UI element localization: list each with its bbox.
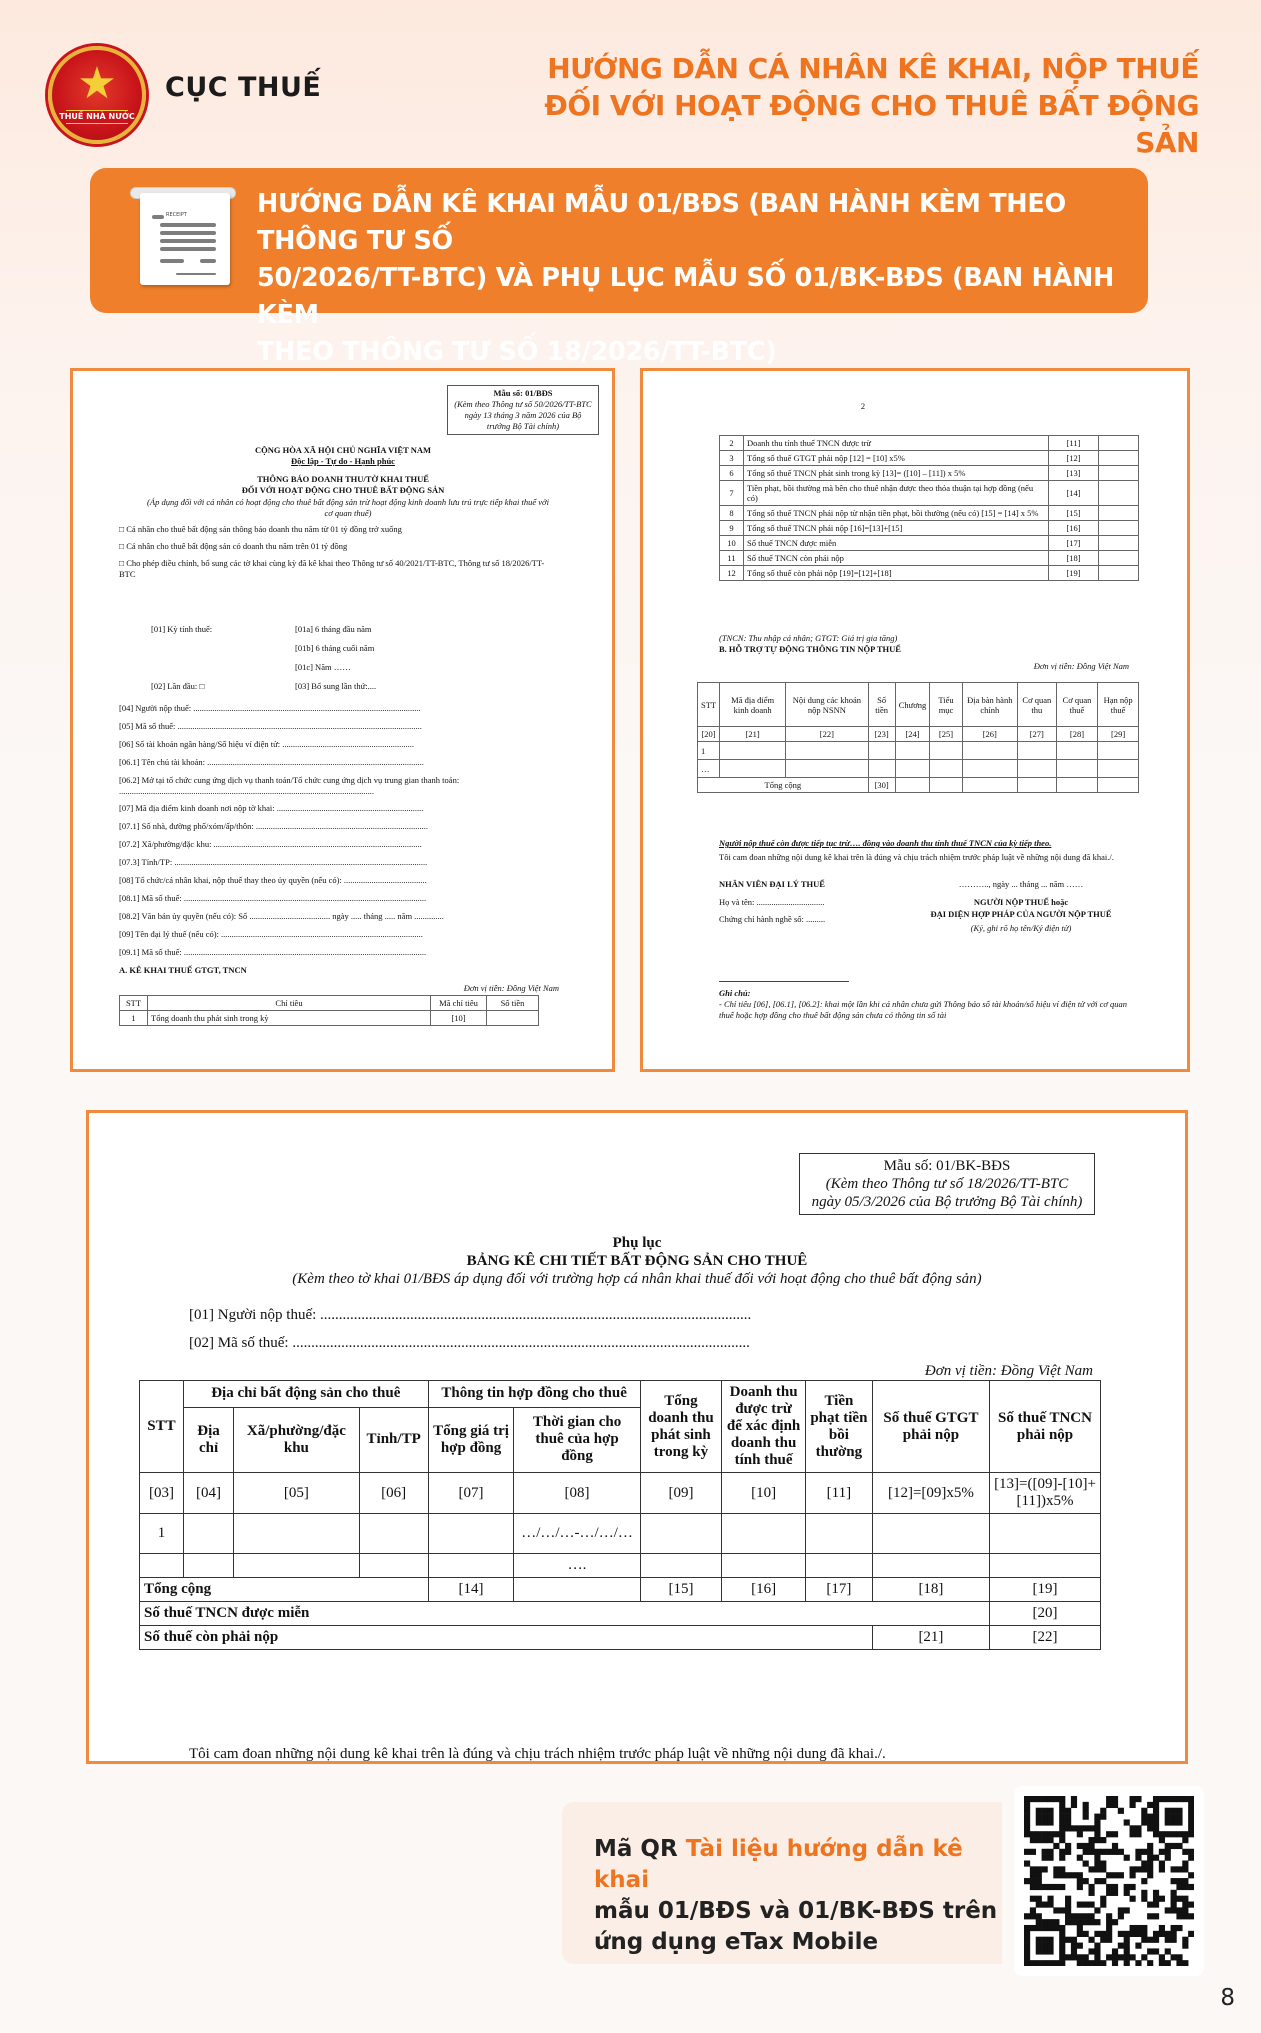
- col-vat: Số thuế GTGT phải nộp: [872, 1381, 989, 1473]
- carry-forward-note: Người nộp thuế còn được tiếp tục trừ…. đồng vào doanh thu tính thuế TNCN của kỳ tiếp theo.: [719, 838, 1052, 848]
- option-1: □ Cá nhân cho thuê bất động sản thông báo doanh thu năm từ 01 tỷ đồng trở xuống: [119, 524, 402, 534]
- code-row: [20] [21] [22] [23] [24] [25] [26] [27] [28] [29]: [698, 727, 1139, 742]
- table-row: 10 Số thuế TNCN được miễn [17]: [720, 536, 1139, 551]
- table-row: 1: [698, 742, 1139, 760]
- table-row: 3 Tổng số thuế GTGT phải nộp [12] = [10] x5% [12]: [720, 451, 1139, 466]
- receipt-icon: [130, 183, 238, 293]
- remaining-row: Số thuế còn phải nộp [21] [22]: [140, 1626, 1101, 1650]
- table-row: 8 Tổng số thuế TNCN phải nộp từ nhận tiền phạt, bồi thường (nếu có) [15] = [14] x 5% [15]: [720, 506, 1139, 521]
- field-08-2: [08.2] Văn bản ủy quyền (nếu có): Số ...................................... ngày ..... tháng ..... năm ..............: [119, 911, 444, 921]
- field-08: [08] Tổ chức/cá nhân khai, nộp thuế thay theo ủy quyền (nếu có): .......................................: [119, 875, 427, 885]
- doc-title-1: THÔNG BÁO DOANH THU/TỜ KHAI THUẾ: [257, 474, 429, 484]
- field-07: [07] Mã địa điểm kinh doanh nơi nộp tờ khai: .....................................................................: [119, 803, 424, 813]
- qr-highlight: Tài liệu hướng dẫn kê khai: [594, 1836, 963, 1893]
- taxpayer-title-2: ĐẠI DIỆN HỢP PHÁP CỦA NGƯỜI NỘP THUẾ: [930, 909, 1112, 919]
- total-row: Tổng cộng [30]: [698, 778, 1139, 793]
- appendix-title: BẢNG KÊ CHI TIẾT BẤT ĐỘNG SẢN CHO THUÊ: [466, 1253, 808, 1269]
- table-row: 2 Doanh thu tính thuế TNCN được trừ [11]: [720, 436, 1139, 451]
- period-c: [01c] Năm ……: [295, 662, 351, 672]
- form-01-bds-page2: [640, 368, 1190, 1072]
- appendix-currency: Đơn vị tiền: Đồng Việt Nam: [924, 1363, 1093, 1379]
- table-row: 12 Tổng số thuế còn phải nộp [19]=[12]+[18] [19]: [720, 566, 1139, 581]
- declaration-text: Tôi cam đoan những nội dung kê khai trên là đúng và chịu trách nhiệm trước pháp luật về những nội dung đã khai./.: [719, 852, 1114, 862]
- field-08-1: [08.1] Mã số thuế: ..................................................................................................................: [119, 893, 427, 903]
- option-2: □ Cá nhân cho thuê bất động sản có doanh thu năm trên 01 tỷ đồng: [119, 541, 348, 551]
- col-addr-street: Địa chỉ: [183, 1407, 233, 1472]
- field-06-1: [06.1] Tên chủ tài khoản: ......................................................................................................: [119, 757, 424, 767]
- col-contract: Thông tin hợp đồng cho thuê: [428, 1381, 640, 1408]
- payment-info-table: [697, 682, 1139, 793]
- exempt-row: Số thuế TNCN được miễn [20]: [140, 1602, 1101, 1626]
- period-b: [01b] 6 tháng cuối năm: [295, 643, 375, 653]
- code-row: [03] [04] [05] [06] [07] [08] [09] [10] [11] [12]=[09]x5% [13]=([09]-[10]+[11])x5%: [140, 1473, 1101, 1514]
- apply-note: (Áp dụng đối với cá nhân có hoạt động cho thuê bất động sản trừ hoạt động kinh doanh lưu trú trực tiếp khai thuế với cơ quan thuế): [147, 497, 549, 518]
- col-addr-province: Tỉnh/TP: [359, 1407, 428, 1472]
- field-07-1: [07.1] Số nhà, đường phố/xóm/ấp/thôn: .................................................................................: [119, 821, 428, 831]
- motto: Độc lập - Tự do - Hạnh phúc: [291, 456, 395, 466]
- banner-text: HƯỚNG DẪN KÊ KHAI MẪU 01/BĐS (BAN HÀNH KÈM THEO THÔNG TƯ SỐ 50/2026/TT-BTC) VÀ PHỤ LỤC MẪU SỐ 01/BK-BĐS (BAN HÀNH KÈM THEO THÔNG TƯ SỐ 18/2026/TT-BTC): [257, 189, 1115, 367]
- qr-code[interactable]: [1014, 1786, 1204, 1976]
- note-divider: [719, 981, 849, 982]
- page-number: 8: [1220, 1985, 1235, 2011]
- star-icon: ★: [77, 59, 117, 108]
- currency-note: Đơn vị tiền: Đồng Việt Nam: [463, 983, 559, 993]
- taxpayer-title-1: NGƯỜI NỘP THUẾ hoặc: [973, 897, 1069, 907]
- agency-name: CỤC THUẾ: [165, 72, 322, 103]
- field-05: [05] Mã số thuế: ...................................................................................................................: [119, 721, 422, 731]
- qr-code-icon: [1024, 1796, 1194, 1966]
- doc-title-2: ĐỐI VỚI HOẠT ĐỘNG CHO THUÊ BẤT ĐỘNG SẢN: [241, 485, 445, 495]
- appendix-01-bk-bds: [86, 1110, 1188, 1764]
- tax-emblem-logo: [48, 46, 146, 144]
- main-title: HƯỚNG DẪN CÁ NHÂN KÊ KHAI, NỘP THUẾ ĐỐI VỚI HOẠT ĐỘNG CHO THUÊ BẤT ĐỘNG SẢN: [544, 52, 1199, 159]
- note-title: Ghi chú:: [719, 988, 751, 998]
- appendix-code-box: Mẫu số: 01/BK-BĐS (Kèm theo Thông tư số 18/2026/TT-BTC ngày 05/3/2026 của Bộ trưởng Bộ Tài chính): [799, 1153, 1095, 1215]
- option-3: □ Cho phép điều chỉnh, bổ sung các tờ khai cùng kỳ đã kê khai theo Thông tư số 40/2021/TT-BTC, Thông tư số 18/2026/TT-BTC: [119, 558, 545, 579]
- appendix-field-02: [02] Mã số thuế: ..........................................................................................................................: [189, 1335, 750, 1351]
- col-total-revenue: Tổng doanh thu phát sinh trong kỳ: [640, 1381, 722, 1473]
- col-address: Địa chỉ bất động sản cho thuê: [183, 1381, 428, 1408]
- date-line: ……….., ngày ... tháng ... năm ……: [958, 879, 1084, 889]
- appendix-label: Phụ lục: [612, 1235, 662, 1251]
- field-09-1: [09.1] Mã số thuế: ..................................................................................................................: [119, 947, 427, 957]
- field-09: [09] Tên đại lý thuế (nếu có): ...............................................................................................: [119, 929, 423, 939]
- table-row: 7 Tiền phạt, bồi thường mà bên cho thuê nhận được theo thỏa thuận tại hợp đồng (nếu có) [14]: [720, 481, 1139, 506]
- field-06: [06] Số tài khoản ngân hàng/Số hiệu ví điện tử: ..............................................................: [119, 739, 415, 749]
- table-row: …: [698, 760, 1139, 778]
- appendix-declaration: Tôi cam đoan những nội dung kê khai trên là đúng và chịu trách nhiệm trước pháp luật về những nội dung đã khai./.: [189, 1746, 886, 1762]
- nation-title: CỘNG HÒA XÃ HỘI CHỦ NGHĨA VIỆT NAM: [254, 445, 432, 455]
- table-row: 9 Tổng số thuế TNCN phải nộp [16]=[13]+[15] [16]: [720, 521, 1139, 536]
- section-a-table: [119, 995, 539, 1026]
- sign-note: (Ký, ghi rõ họ tên/Ký điện tử): [970, 923, 1072, 933]
- col-contract-time: Thời gian cho thuê của hợp đồng: [514, 1407, 640, 1472]
- table-row: 1 …/…/…-…/…/…: [140, 1514, 1101, 1554]
- field-04: [04] Người nộp thuế: ...........................................................................................................: [119, 703, 421, 713]
- total-row: Tổng cộng [14] [15] [16] [17] [18] [19]: [140, 1578, 1101, 1602]
- appendix-subtitle: (Kèm theo tờ khai 01/BĐS áp dụng đối với trường hợp cá nhân khai thuế đối với hoạt động cho thuê bất động sản): [292, 1271, 982, 1287]
- col-stt: STT: [140, 1381, 184, 1473]
- first-time: [02] Lần đầu: □: [151, 681, 205, 691]
- table-row: ….: [140, 1554, 1101, 1578]
- appendix-field-01: [01] Người nộp thuế: ...................................................................................................................: [189, 1307, 752, 1323]
- tax-calc-table: [719, 435, 1139, 581]
- note-text: - Chỉ tiêu [06], [06.1], [06.2]: khai một lần khi cá nhân chưa gửi Thông báo số tài khoản/số hiệu ví điện tử với cơ quan thuế hoặc hợp đồng cho thuê bất động sản chưa có thông tin số tài: [719, 999, 1128, 1020]
- abbr-note: (TNCN: Thu nhập cá nhân; GTGT: Giá trị gia tăng): [719, 633, 898, 643]
- col-pit: Số thuế TNCN phải nộp: [990, 1381, 1101, 1473]
- period-label: [01] Kỳ tính thuế:: [151, 624, 213, 634]
- agent-name: Họ và tên: ................................: [719, 897, 825, 907]
- field-06-2: [06.2] Mở tại tổ chức cung ứng dịch vụ thanh toán/Tổ chức cung ứng dịch vụ trung gian thanh toán: ........................................................................................................................: [119, 775, 460, 796]
- period-a: [01a] 6 tháng đầu năm: [295, 624, 372, 634]
- form-01-bds-page1: [70, 368, 615, 1072]
- agent-cert: Chứng chỉ hành nghề số: .........: [719, 914, 826, 924]
- table-header-row: STT Chỉ tiêu Mã chỉ tiêu Số tiền: [120, 996, 539, 1011]
- field-07-2: [07.2] Xã/phường/đặc khu: ..................................................................................................: [119, 839, 422, 849]
- currency-note-b: Đơn vị tiền: Đồng Việt Nam: [1033, 661, 1129, 671]
- field-07-3: [07.3] Tỉnh/TP: .......................................................................................................................: [119, 857, 428, 867]
- table-row: 6 Tổng số thuế TNCN phát sinh trong kỳ [13]= ([10] – [11]) x 5% [13]: [720, 466, 1139, 481]
- section-b-title: B. HỖ TRỢ TỰ ĐỘNG THÔNG TIN NỘP THUẾ: [719, 644, 901, 654]
- supplement: [03] Bổ sung lần thứ:....: [295, 681, 377, 691]
- col-contract-value: Tổng giá trị hợp đồng: [428, 1407, 514, 1472]
- form-code-box: Mẫu số: 01/BĐS (Kèm theo Thông tư số 50/2026/TT-BTC ngày 13 tháng 3 năm 2026 của Bộ trưởng Bộ Tài chính): [447, 385, 599, 435]
- agent-title: NHÂN VIÊN ĐẠI LÝ THUẾ: [719, 879, 825, 889]
- table-row: 11 Số thuế TNCN còn phải nộp [18]: [720, 551, 1139, 566]
- receipt-label: RECEIPT: [166, 212, 187, 218]
- table-header-row: STT Mã địa điểm kinh doanh Nội dung các khoản nộp NSNN Số tiền Chương Tiểu mục Địa bàn hành chính Cơ quan thu Cơ quan thuế Hạn nộp thuế: [698, 683, 1139, 727]
- section-a-title: A. KÊ KHAI THUẾ GTGT, TNCN: [119, 965, 247, 975]
- appendix-table: [139, 1380, 1101, 1650]
- col-addr-ward: Xã/phường/đặc khu: [234, 1407, 360, 1472]
- qr-info-text: Mã QR Tài liệu hướng dẫn kê khai mẫu 01/BĐS và 01/BK-BĐS trên ứng dụng eTax Mobile: [594, 1836, 998, 1955]
- logo-text: THUẾ NHÀ NƯỚC: [59, 112, 135, 121]
- page-number-2: 2: [860, 401, 866, 411]
- table-row: 1 Tổng doanh thu phát sinh trong kỳ [10]: [120, 1011, 539, 1026]
- col-penalty: Tiền phạt tiền bồi thường: [805, 1381, 872, 1473]
- col-deduct-revenue: Doanh thu được trừ để xác định doanh thu tính thuế: [722, 1381, 806, 1473]
